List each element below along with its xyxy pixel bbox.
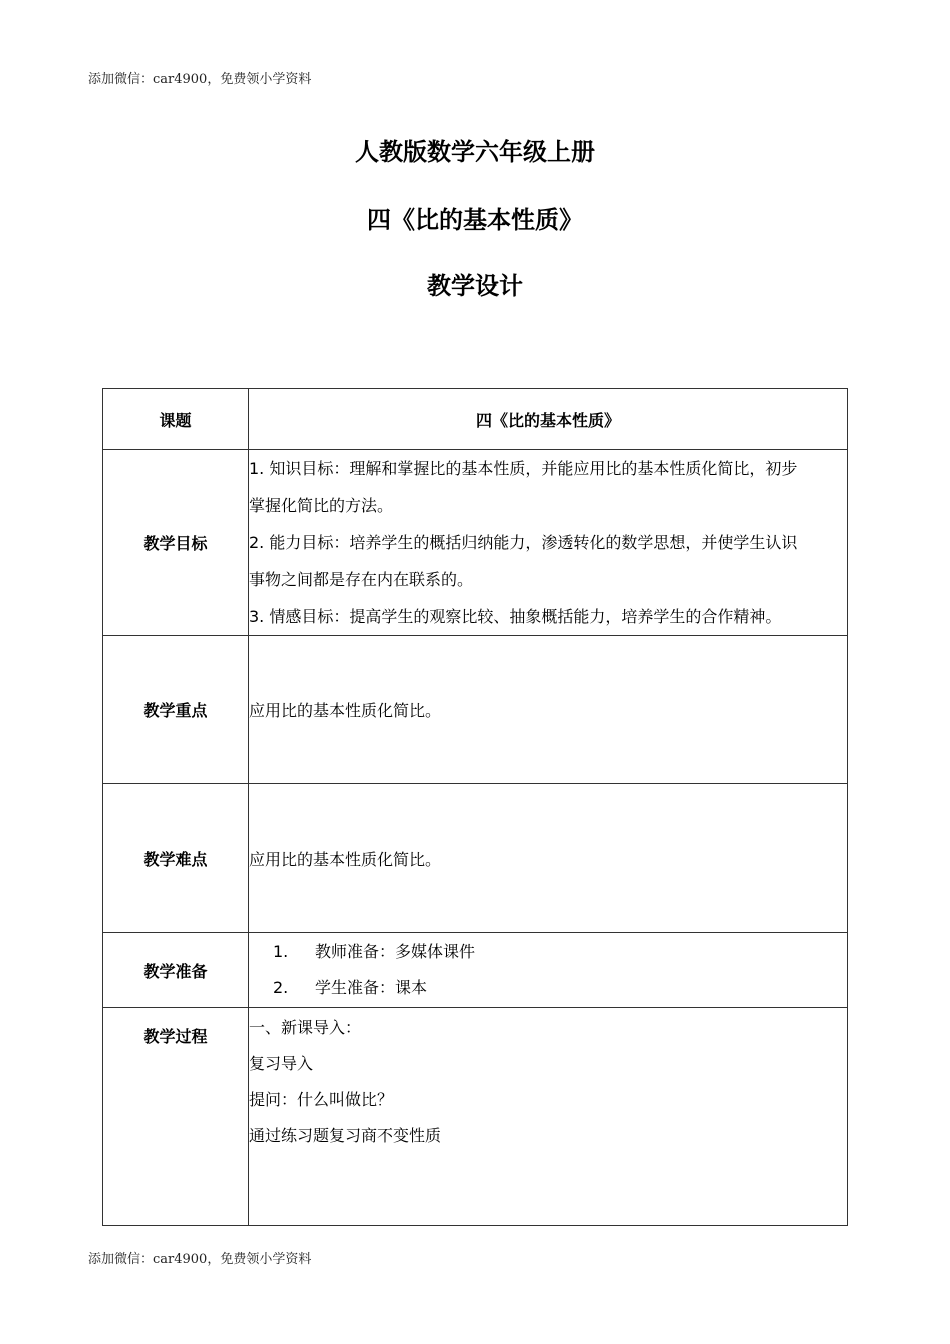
row-key-points [103, 636, 848, 784]
title-lesson: 四《比的基本性质》 [367, 206, 583, 234]
key-points-label: 教学重点 [103, 636, 249, 784]
goal-line: 3. 情感目标：提高学生的观察比较、抽象概括能力，培养学生的合作精神。 [249, 607, 782, 626]
prep-item-number: 1. [273, 942, 289, 961]
goal-line: 1. 知识目标：理解和掌握比的基本性质，并能应用比的基本性质化简比，初步 [249, 459, 798, 478]
preparation-label: 教学准备 [103, 933, 249, 1008]
prep-item-text: 学生准备：课本 [315, 978, 428, 997]
title-doc-type: 教学设计 [427, 272, 523, 300]
goal-line: 掌握化简比的方法。 [249, 496, 394, 515]
process-line: 提问：什么叫做比？ [249, 1090, 394, 1109]
row-preparation [103, 933, 848, 1008]
lesson-plan-table [102, 388, 848, 1226]
topic-label: 课题 [103, 389, 249, 450]
row-goals [103, 450, 848, 636]
row-topic [103, 389, 848, 450]
process-label: 教学过程 [103, 1008, 249, 1226]
process-line: 通过练习题复习商不变性质 [249, 1126, 442, 1145]
goals-label: 教学目标 [103, 450, 249, 636]
prep-item-text: 教师准备：多媒体课件 [315, 942, 476, 961]
row-difficulties [103, 784, 848, 933]
prep-item [249, 970, 847, 1006]
prep-item [249, 934, 847, 970]
prep-item-number: 2. [273, 978, 289, 997]
process-line: 一、新课导入： [249, 1018, 362, 1037]
difficulties-label: 教学难点 [103, 784, 249, 933]
goal-line: 2. 能力目标：培养学生的概括归纳能力，渗透转化的数学思想，并使学生认识 [249, 533, 798, 552]
process-content [249, 1008, 848, 1226]
goals-content [249, 450, 848, 636]
key-points-value: 应用比的基本性质化简比。 [249, 636, 848, 784]
goal-line: 事物之间都是存在内在联系的。 [249, 570, 474, 589]
footer-note: 添加微信：car4900，免费领小学资料 [88, 1252, 312, 1267]
difficulties-value: 应用比的基本性质化简比。 [249, 784, 848, 933]
process-line: 复习导入 [249, 1054, 314, 1073]
title-course: 人教版数学六年级上册 [355, 138, 595, 166]
preparation-content [249, 933, 848, 1008]
header-note: 添加微信：car4900，免费领小学资料 [88, 72, 312, 87]
topic-value: 四《比的基本性质》 [249, 389, 848, 450]
row-process [103, 1008, 848, 1226]
